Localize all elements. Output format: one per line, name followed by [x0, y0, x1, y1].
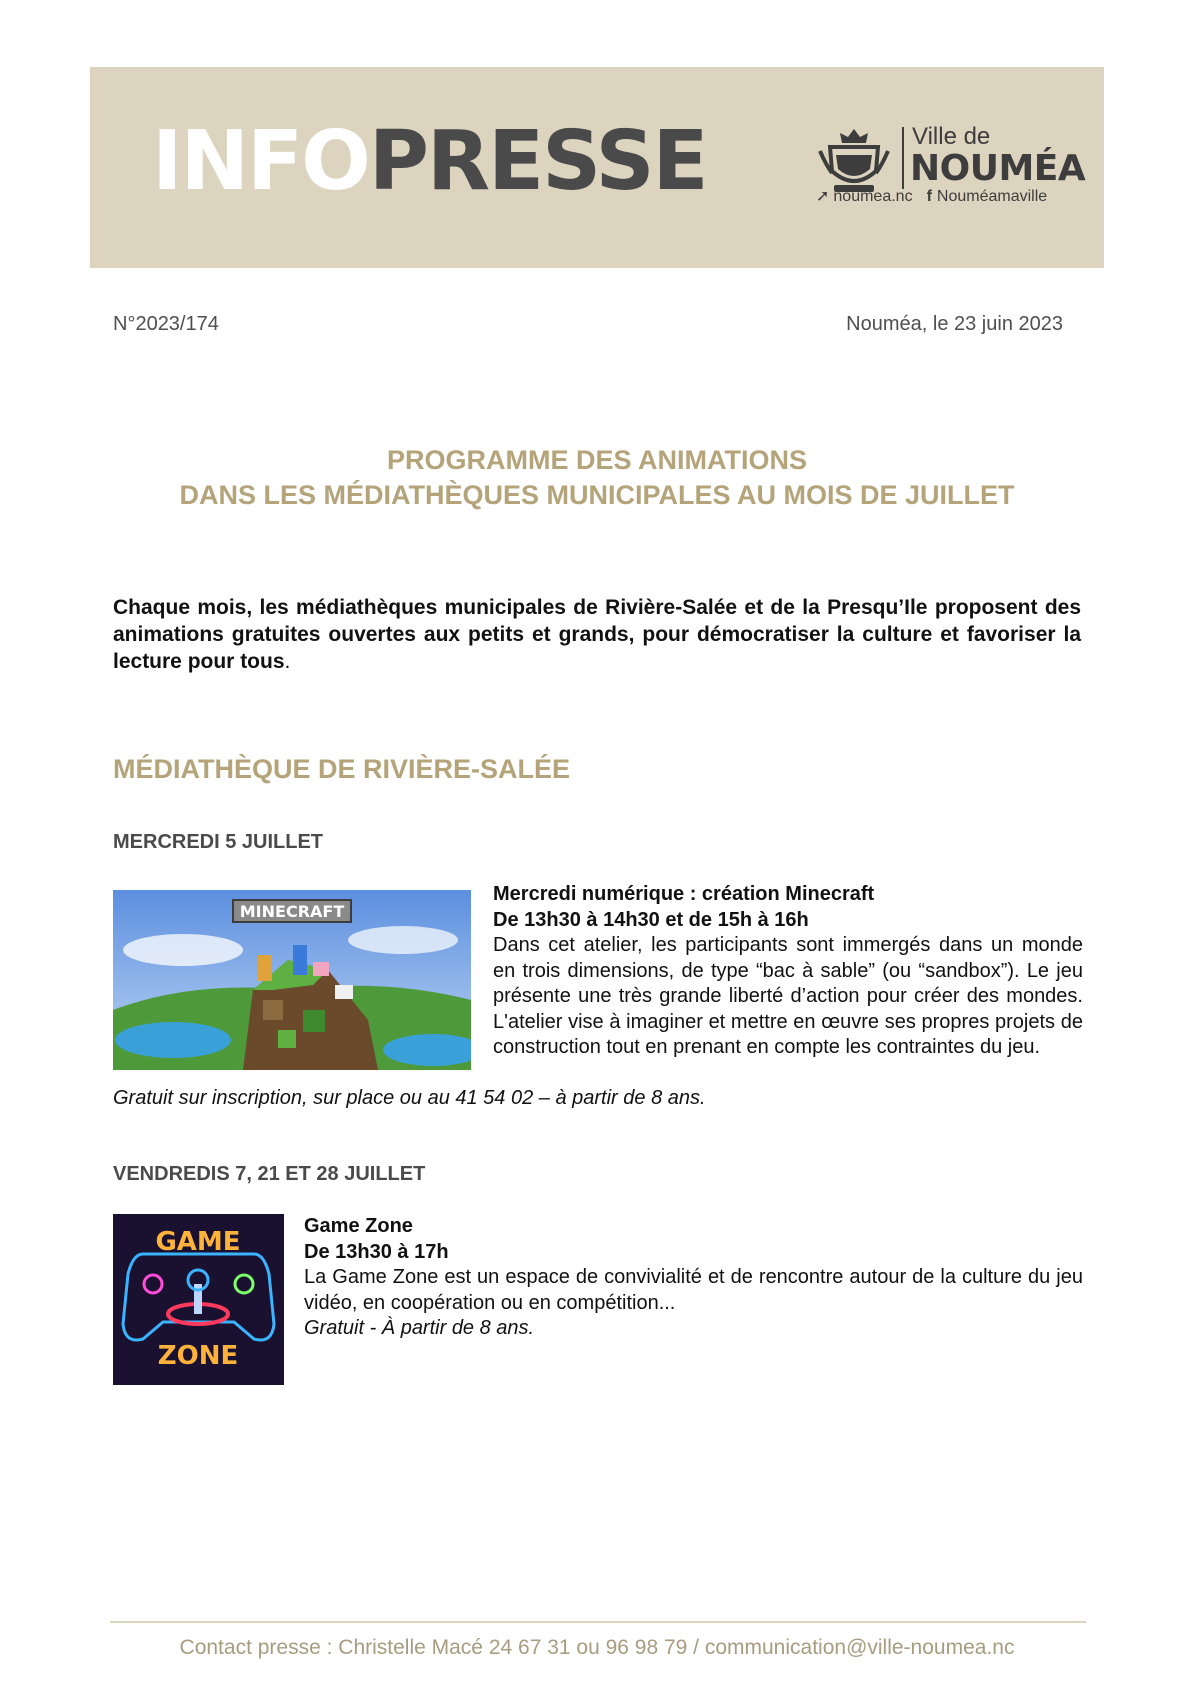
facebook-link[interactable]: Nouméamaville — [936, 188, 1048, 205]
brand-presse: PRESSE — [368, 114, 707, 209]
arrow-icon: ➚ — [816, 188, 830, 205]
press-number: N°2023/174 — [113, 313, 219, 335]
event-date: VENDREDIS 7, 21 ET 28 JUILLET — [113, 1163, 426, 1185]
footer-divider — [110, 1621, 1086, 1623]
event-date: MERCREDI 5 JUILLET — [113, 831, 324, 853]
intro-end: . — [284, 650, 291, 673]
intro-text: Chaque mois, les médiathèques municipales de Rivière-Salée et de la Presqu’Ile proposent des animations gratuites ouvertes aux petits et grands, pour démocratiser la culture et favoriser la lecture pour tous — [113, 596, 1081, 673]
page-title-line2: DANS LES MÉDIATHÈQUES MUNICIPALES AU MOIS DE JUILLET — [179, 480, 1015, 510]
website-link[interactable]: noumea.nc — [833, 188, 913, 205]
minecraft-logo-text: MINECRAFT — [239, 902, 345, 921]
event-note: Gratuit - À partir de 8 ans. — [304, 1317, 535, 1339]
logo-noumea: NOUMÉA — [910, 148, 1086, 189]
logo-ville-de: Ville de — [912, 123, 991, 150]
brand-info: INFO — [152, 114, 369, 209]
logo-separator — [902, 127, 904, 189]
event-description: Dans cet atelier, les participants sont immergés dans un monde en trois dimensions, de type “bac à sable” (ou “sandbox”). Le jeu présente une très grande liberté d’action pour créer des mondes. L'atelier vise à imaginer et mettre en œuvre ses propres projets de construction tout en prenant en compte les contraintes du jeu. — [493, 934, 1083, 1058]
event-note: Gratuit sur inscription, sur place ou au 41 54 02 – à partir de 8 ans. — [113, 1087, 706, 1109]
social-links — [816, 189, 1047, 205]
city-crest-icon — [816, 125, 892, 197]
game-logo-text: GAME — [155, 1227, 241, 1257]
intro-paragraph — [113, 594, 1081, 675]
event-time: De 13h30 à 14h30 et de 15h à 16h — [493, 908, 809, 931]
minecraft-illustration — [113, 890, 471, 1070]
event-description: La Game Zone est un espace de convivialité et de rencontre autour de la culture du jeu vidéo, en coopération ou en compétition... — [304, 1266, 1083, 1314]
event-details — [304, 1214, 1083, 1342]
minecraft-image — [113, 890, 471, 1070]
event-time: De 13h30 à 17h — [304, 1240, 449, 1263]
event-title: Game Zone — [304, 1215, 413, 1237]
zone-logo-text: ZONE — [157, 1341, 239, 1371]
footer-contact: Contact presse : Christelle Macé 24 67 31 ou 96 98 79 / communication@ville-noumea.nc — [179, 1636, 1015, 1659]
section-title: MÉDIATHÈQUE DE RIVIÈRE-SALÉE — [113, 754, 571, 784]
event-details — [493, 882, 1083, 1061]
page-title-line1: PROGRAMME DES ANIMATIONS — [386, 445, 807, 475]
brand-logo — [152, 114, 707, 209]
press-date: Nouméa, le 23 juin 2023 — [846, 313, 1063, 335]
facebook-icon: f — [926, 188, 932, 205]
game-zone-illustration — [113, 1214, 284, 1385]
game-zone-image — [113, 1214, 284, 1385]
event-title: Mercredi numérique : création Minecraft — [493, 883, 875, 905]
header-banner — [90, 67, 1104, 268]
